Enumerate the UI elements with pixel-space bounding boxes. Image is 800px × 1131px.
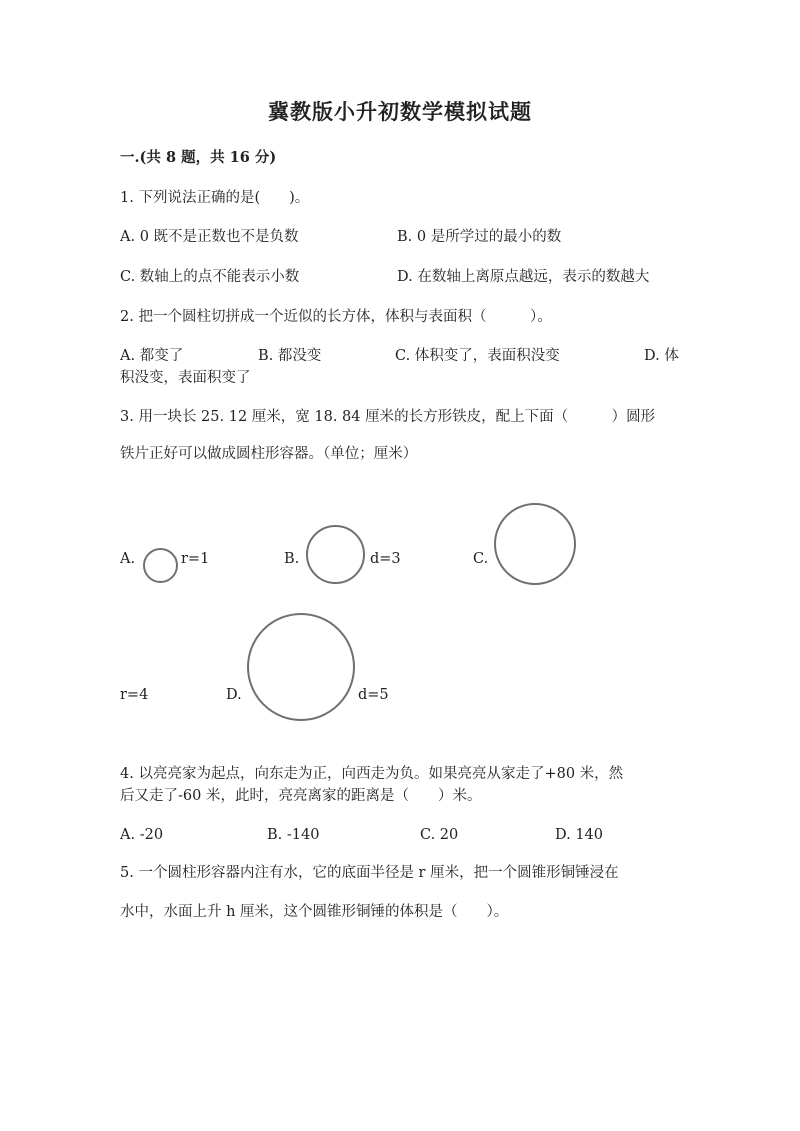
question-1-option-c: C. 数轴上的点不能表示小数 (120, 269, 300, 285)
question-3-stem-continued: 铁片正好可以做成圆柱形容器。（单位；厘米） (120, 446, 418, 462)
question-1-option-b: B. 0 是所学过的最小的数 (397, 229, 562, 245)
question-4-stem: 4. 以亮亮家为起点，向东走为正，向西走为负。如果亮亮从家走了+80 米，然 (120, 766, 624, 782)
question-2-stem: 2. 把一个圆柱切拼成一个近似的长方体，体积与表面积（ ）。 (120, 309, 552, 325)
question-1-stem: 1. 下列说法正确的是( )。 (120, 190, 310, 206)
question-3-stem: 3. 用一块长 25. 12 厘米，宽 18. 84 厘米的长方形铁皮，配上下面（ ）圆形 (120, 409, 656, 425)
question-2-option-b: B. 都没变 (258, 348, 322, 364)
question-2-option-d: D. 体 (644, 348, 679, 364)
question-4-option-a: A. -20 (120, 827, 164, 843)
section-heading: 一.(共 8 题，共 16 分) (120, 149, 277, 166)
question-5-stem-continued: 水中，水面上升 h 厘米，这个圆锥形铜锤的体积是（ ）。 (120, 904, 509, 920)
question-3-option-a-measure: r=1 (181, 551, 210, 567)
question-3-option-d-measure: d=5 (358, 687, 389, 703)
circle-option-a (143, 548, 178, 583)
question-3-option-c-label: C. (473, 551, 489, 567)
question-2-option-d-continued: 积没变，表面积变了 (120, 370, 251, 386)
page-title: 冀教版小升初数学模拟试题 (268, 99, 532, 124)
question-2-option-a: A. 都变了 (120, 348, 184, 364)
question-3-option-a-label: A. (120, 551, 136, 567)
question-3-option-b-label: B. (284, 551, 300, 567)
question-1-option-a: A. 0 既不是正数也不是负数 (120, 229, 299, 245)
question-4-option-c: C. 20 (420, 827, 459, 843)
circle-option-b (306, 525, 365, 584)
question-3-option-b-measure: d=3 (370, 551, 401, 567)
circle-option-c (494, 503, 576, 585)
question-3-option-c-measure: r=4 (120, 687, 149, 703)
question-5-stem: 5. 一个圆柱形容器内注有水，它的底面半径是 r 厘米，把一个圆锥形铜锤浸在 (120, 865, 619, 881)
question-4-option-b: B. -140 (267, 827, 320, 843)
question-4-stem-continued: 后又走了-60 米，此时，亮亮离家的距离是（ ）米。 (120, 788, 482, 804)
question-2-option-c: C. 体积变了，表面积没变 (395, 348, 560, 364)
question-3-option-d-label: D. (226, 687, 242, 703)
circle-option-d (247, 613, 355, 721)
question-1-option-d: D. 在数轴上离原点越远，表示的数越大 (397, 269, 650, 285)
question-4-option-d: D. 140 (555, 827, 604, 843)
